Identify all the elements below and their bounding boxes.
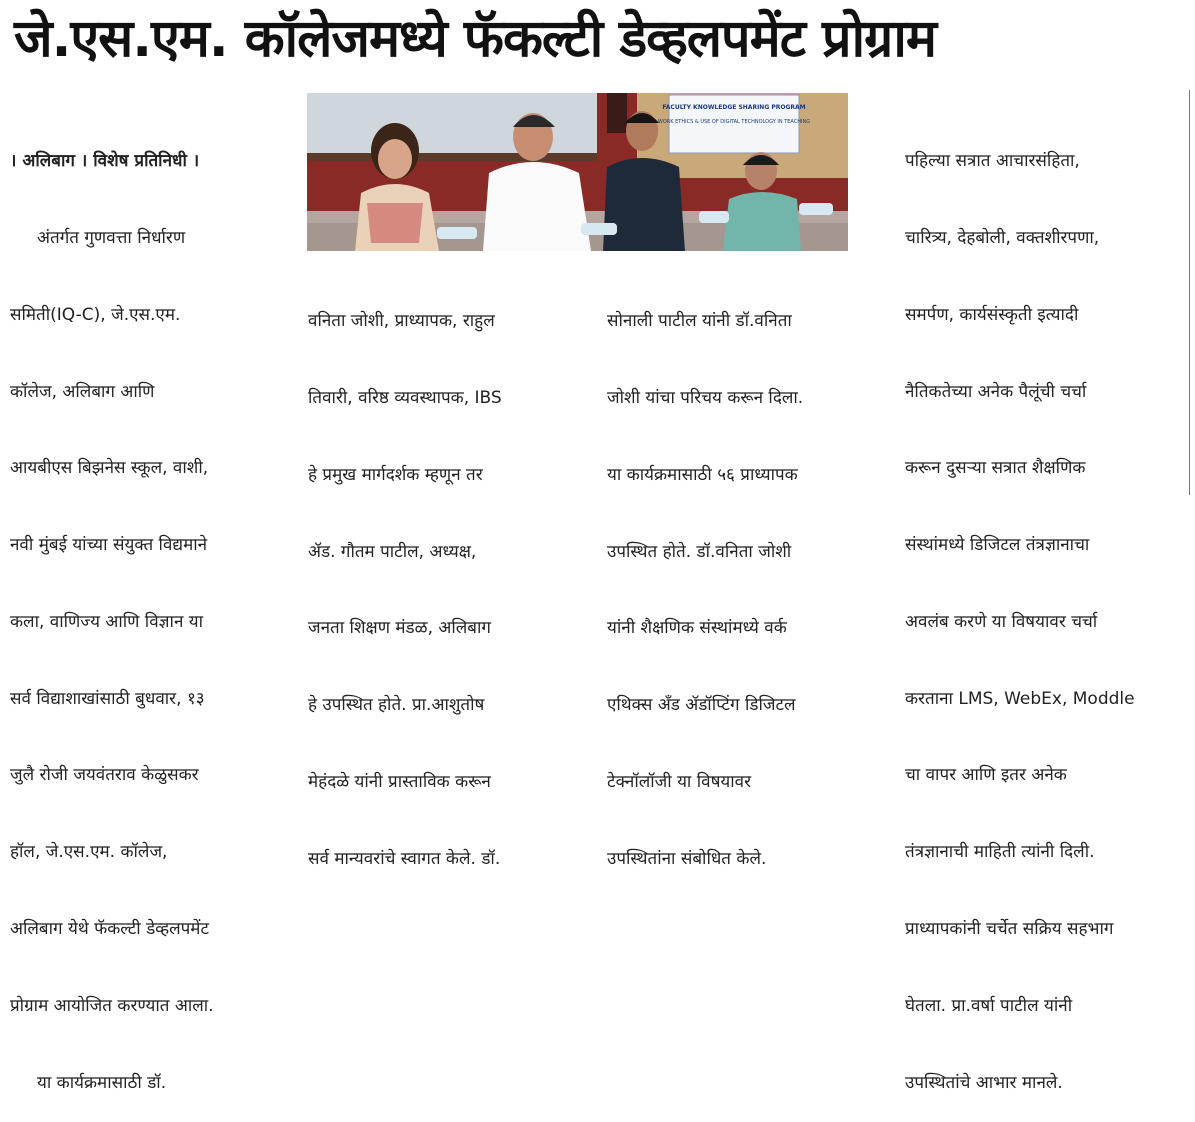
text-line: समिती(IQ-C), जे.एस.एम. — [10, 304, 181, 325]
headline: जे.एस.एम. कॉलेजमध्ये फॅकल्टी डेव्हलपमेंट प्रोग्राम — [14, 9, 936, 69]
text-line: घेतला. प्रा.वर्षा पाटील यांनी — [905, 995, 1073, 1016]
text-line: प्रोग्राम आयोजित करण्यात आला. — [10, 995, 214, 1016]
text-line: यांनी शैक्षणिक संस्थांमध्ये वर्क — [607, 618, 787, 639]
text-line: हे उपस्थित होते. प्रा.आशुतोष — [308, 695, 485, 716]
text-line: या कार्यक्रमासाठी डॉ. — [10, 1072, 167, 1093]
article-column-2 — [308, 258, 598, 898]
text-line: नवी मुंबई यांच्या संयुक्त विद्यमाने — [10, 535, 208, 556]
text-line: प्राध्यापकांनी चर्चेत सक्रिय सहभाग — [905, 919, 1114, 939]
text-line: करून दुसऱ्या सत्रात शैक्षणिक — [905, 458, 1086, 479]
text-line: अवलंब करणे या विषयावर चर्चा — [905, 611, 1098, 632]
text-line: आयबीएस बिझनेस स्कूल, वाशी, — [10, 458, 209, 479]
column-rule — [1189, 90, 1190, 495]
event-photo — [307, 93, 848, 251]
text-line: कॉलेज, अलिबाग आणि — [10, 381, 155, 402]
text-line: नैतिकतेच्या अनेक पैलूंची चर्चा — [905, 381, 1087, 402]
text-line: सर्व मान्यवरांचे स्वागत केले. डॉ. — [308, 848, 501, 869]
banner-line-2: WORK ETHICS & USE OF DIGITAL TECHNOLOGY IN TEACHING — [657, 119, 811, 125]
text-line: उपस्थित होते. डॉ.वनिता जोशी — [607, 541, 792, 562]
text-line: जुलै रोजी जयवंतराव केळुसकर — [10, 765, 199, 786]
text-line: समर्पण, कार्यसंस्कृती इत्यादी — [905, 304, 1079, 325]
article-column-4 — [905, 98, 1190, 1122]
text-line: सर्व विद्याशाखांसाठी बुधवार, १३ — [10, 688, 205, 709]
text-line: तंत्रज्ञानाची माहिती त्यांनी दिली. — [905, 842, 1095, 863]
text-line: सोनाली पाटील यांनी डॉ.वनिता — [607, 311, 792, 332]
event-photo-illustration — [307, 93, 848, 251]
text-line: अंतर्गत गुणवत्ता निर्धारण — [10, 227, 186, 248]
text-line: टेक्नॉलॉजी या विषयावर — [607, 771, 752, 792]
text-line: हे प्रमुख मार्गदर्शक म्हणून तर — [308, 464, 483, 485]
text-line: वनिता जोशी, प्राध्यापक, राहुल — [308, 311, 495, 332]
text-line: कला, वाणिज्य आणि विज्ञान या — [10, 611, 204, 632]
article-column-3 — [607, 258, 887, 898]
banner-line-1: FACULTY KNOWLEDGE SHARING PROGRAM — [662, 104, 806, 111]
text-line: जोशी यांचा परिचय करून दिला. — [607, 387, 804, 408]
text-line: जनता शिक्षण मंडळ, अलिबाग — [308, 618, 491, 639]
text-line: संस्थांमध्ये डिजिटल तंत्रज्ञानाचा — [905, 535, 1090, 556]
article-column-1 — [10, 98, 295, 1122]
text-line: ॲड. गौतम पाटील, अध्यक्ष, — [308, 541, 477, 562]
text-line: उपस्थितांना संबोधित केले. — [607, 848, 767, 869]
text-line: अलिबाग येथे फॅकल्टी डेव्हलपमेंट — [10, 919, 210, 939]
text-line: चारित्र्य, देहबोली, वक्तशीरपणा, — [905, 227, 1100, 248]
text-line: पहिल्या सत्रात आचारसंहिता, — [905, 151, 1080, 172]
text-line: तिवारी, वरिष्ठ व्यवस्थापक, IBS — [308, 387, 502, 408]
text-line: हॉल, जे.एस.एम. कॉलेज, — [10, 842, 168, 863]
dateline: । अलिबाग । विशेष प्रतिनिधी । — [10, 151, 200, 172]
text-line: करताना LMS, WebEx, Moddle — [905, 688, 1135, 709]
text-line: एथिक्स अँड ॲडॉप्टिंग डिजिटल — [607, 695, 796, 716]
text-line: चा वापर आणि इतर अनेक — [905, 765, 1067, 786]
text-line: या कार्यक्रमासाठी ५६ प्राध्यापक — [607, 464, 798, 485]
text-line: मेहंदळे यांनी प्रास्ताविक करून — [308, 771, 491, 792]
text-line: उपस्थितांचे आभार मानले. — [905, 1072, 1063, 1093]
